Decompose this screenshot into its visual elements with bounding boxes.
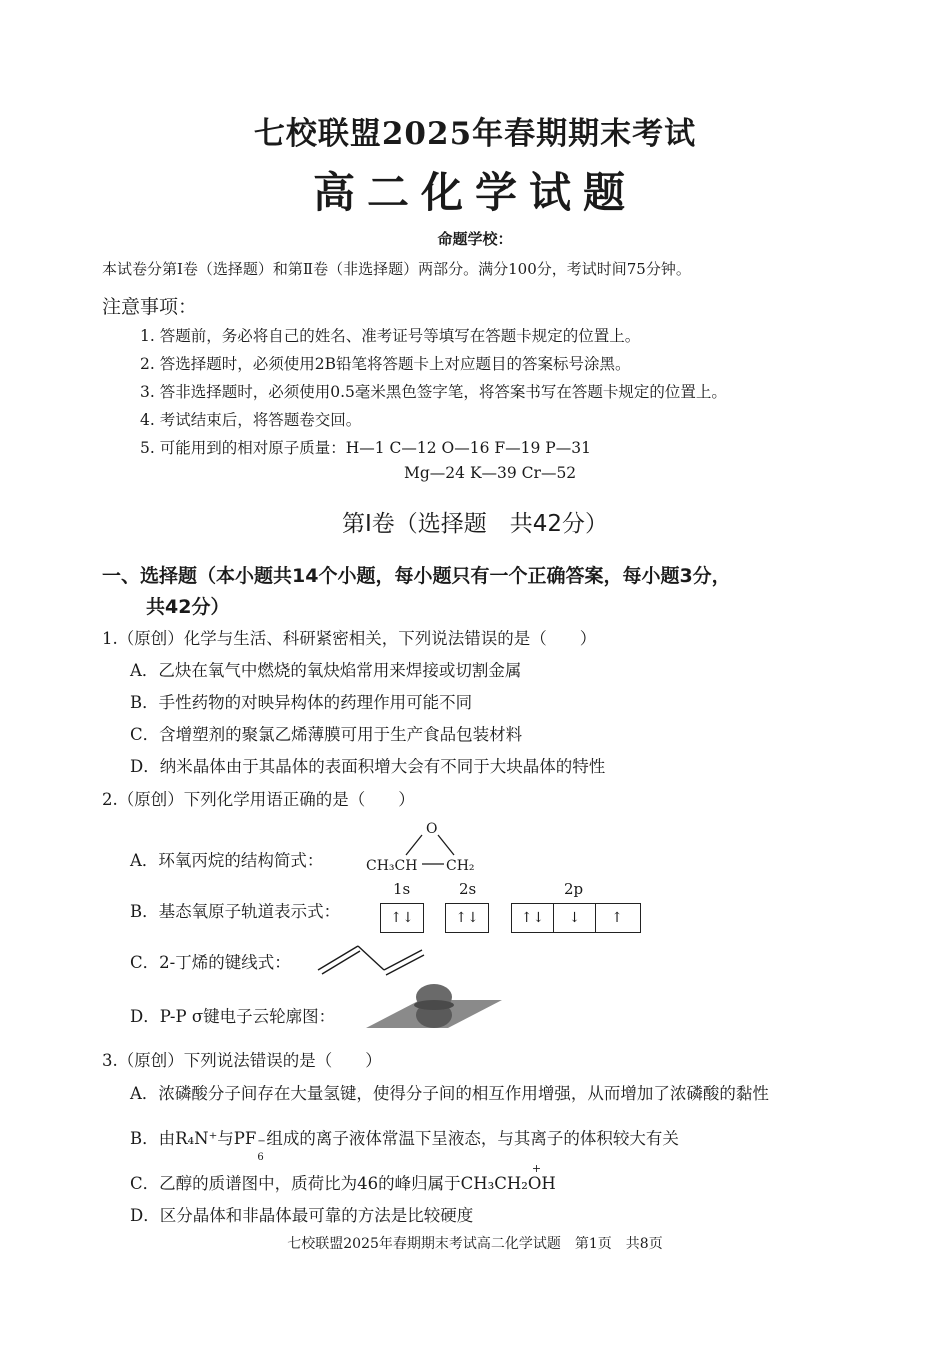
question-1-stem: 1.（原创）化学与生活、科研紧密相关，下列说法错误的是（ ）: [102, 629, 597, 648]
question-3-option-c: [130, 1162, 556, 1194]
exam-title: 七校联盟2025年春期期末考试: [253, 116, 697, 152]
ion-oh-text: OH: [527, 1174, 556, 1193]
section-heading: 一、选择题（本小题共14个小题，每小题只有一个正确答案，每小题3分，: [102, 565, 731, 587]
school-label: 命题学校：: [437, 230, 513, 248]
orbital-box-2p: [511, 903, 641, 933]
epoxide-right-group: CH₂: [446, 858, 475, 874]
pf6-sup: −: [257, 1136, 266, 1147]
section-heading-cont: 共42分）: [146, 596, 230, 618]
lobe-waist: [414, 1000, 454, 1010]
sigma-bond-electron-cloud: [362, 980, 504, 1032]
orbital-cell: ↑: [611, 910, 623, 926]
orbital-cell: ↑↓: [455, 910, 479, 926]
orbital-box-1s: [380, 903, 424, 933]
note-item: 4. 考试结束后，将答题卷交回。: [140, 411, 362, 429]
question-2-option-c: C．2-丁烯的键线式：: [130, 953, 291, 972]
option-c-text-pre: C．乙醇的质谱图中，质荷比为46的峰归属于CH₃CH₂: [130, 1174, 528, 1193]
epoxide-bond-right: [438, 835, 454, 855]
orbital-cell: ↑↓: [512, 904, 554, 932]
pf6-sub: 6: [257, 1152, 264, 1163]
question-3-option-a: A．浓磷酸分子间存在大量氢键，使得分子间的相互作用增强，从而增加了浓磷酸的黏性: [130, 1084, 769, 1103]
note-item: 2. 答选择题时，必须使用2B铅笔将答题卡上对应题目的答案标号涂黑。: [140, 355, 631, 373]
note-item: 5. 可能用到的相对原子质量：H—1 C—12 O—16 F—19 P—31: [140, 439, 591, 457]
butene-skeletal-formula: [312, 938, 430, 978]
orbital-cell: ↑↓: [390, 910, 414, 926]
part1-heading: 第Ⅰ卷（选择题 共42分）: [341, 511, 609, 537]
ion-oh: [527, 1162, 556, 1193]
note-item-line2: Mg—24 K—39 Cr—52: [404, 464, 577, 482]
option-b-text-post: 组成的离子液体常温下呈液态，与其离子的体积较大有关: [266, 1129, 679, 1148]
page-footer: 七校联盟2025年春期期末考试高二化学试题 第1页 共8页: [287, 1236, 663, 1252]
epoxide-bond-left: [406, 835, 422, 855]
question-1-option-b: B．手性药物的对映异构体的药理作用可能不同: [130, 693, 473, 712]
question-2-stem: 2.（原创）下列化学用语正确的是（ ）: [102, 790, 415, 809]
question-1-option-c: C．含增塑剂的聚氯乙烯薄膜可用于生产食品包装材料: [130, 725, 523, 744]
question-1-option-a: A．乙炔在氧气中燃烧的氧炔焰常用来焊接或切割金属: [130, 661, 522, 680]
question-3-option-d: D．区分晶体和非晶体最可靠的方法是比较硬度: [130, 1206, 474, 1225]
notes-heading: 注意事项：: [102, 296, 198, 318]
question-1-option-d: D．纳米晶体由于其晶体的表面积增大会有不同于大块晶体的特性: [130, 757, 606, 776]
orbital-box-2s: [445, 903, 489, 933]
option-b-text-pre: B．由R₄N⁺与PF: [130, 1129, 257, 1148]
exam-intro: 本试卷分第Ⅰ卷（选择题）和第Ⅱ卷（非选择题）两部分。满分100分，考试时间75分钟。: [102, 260, 691, 278]
orbital-label-1s: 1s: [393, 880, 411, 898]
epoxide-oxygen: O: [426, 821, 438, 837]
orbital-cell: ↓: [554, 904, 596, 932]
question-2-option-b: B．基态氧原子轨道表示式：: [130, 902, 341, 921]
exam-subtitle: 高二化学试题: [312, 168, 637, 217]
question-2-option-a: A．环氧丙烷的结构简式：: [130, 851, 324, 870]
epoxypropane-structure: [364, 815, 484, 877]
note-item: 3. 答非选择题时，必须使用0.5毫米黑色签字笔，将答案书写在答题卡规定的位置上。: [140, 383, 727, 401]
ion-charge: +: [531, 1162, 542, 1175]
question-3-option-b: [130, 1125, 679, 1163]
question-2-option-d: D．P-P σ键电子云轮廓图：: [130, 1007, 336, 1026]
note-item: 1. 答题前，务必将自己的姓名、准考证号等填写在答题卡规定的位置上。: [140, 327, 641, 345]
epoxide-left-group: CH₃CH: [366, 858, 418, 874]
orbital-label-2p: 2p: [564, 880, 584, 898]
question-3-stem: 3.（原创）下列说法错误的是（ ）: [102, 1051, 382, 1070]
orbital-label-2s: 2s: [459, 880, 477, 898]
